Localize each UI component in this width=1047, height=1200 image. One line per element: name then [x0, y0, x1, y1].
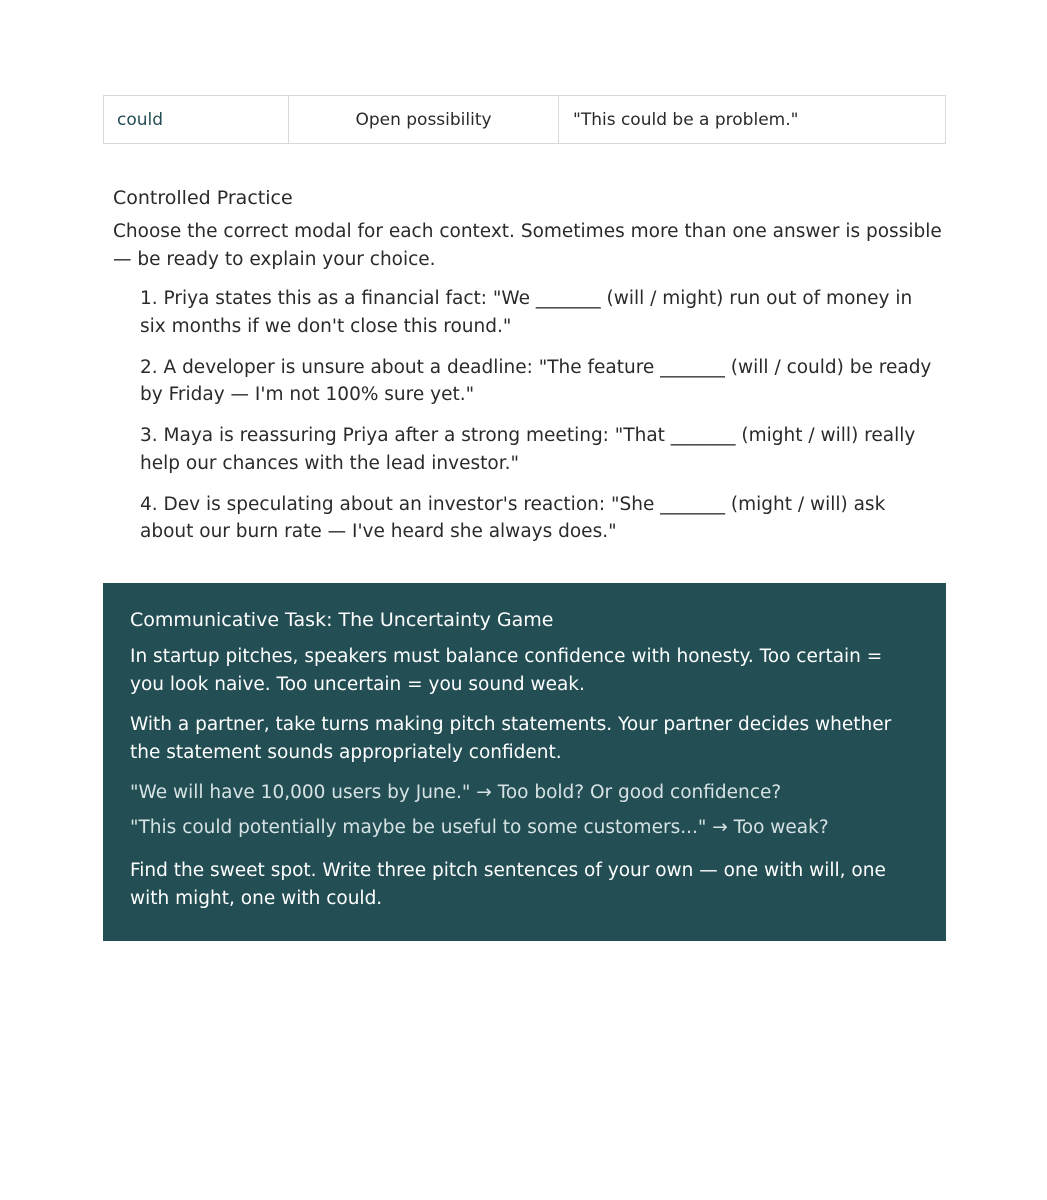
- practice-item-2: 2. A developer is unsure about a deadline: "The feature _______ (will / could) be ready by Friday — I'm not 100% sure yet.": [140, 356, 932, 405]
- practice-item-1: 1. Priya states this as a financial fact: "We _______ (will / might) run out of money in six months if we don't close this round.": [140, 288, 913, 337]
- practice-item-3: 3. Maya is reassuring Priya after a strong meeting: "That _______ (might / will) really help our chances with the lead investor.": [140, 425, 916, 474]
- task-paragraph-3: Find the sweet spot. Write three pitch sentences of your own — one with will, one with might, one with could.: [130, 860, 886, 909]
- communicative-task-box: [103, 583, 946, 941]
- practice-item-4: 4. Dev is speculating about an investor's reaction: "She _______ (might / will) ask about our burn rate — I've heard she always does.": [140, 493, 886, 542]
- practice-title: Controlled Practice: [113, 187, 293, 209]
- task-example-1: "We will have 10,000 users by June." → Too bold? Or good confidence?: [130, 782, 782, 803]
- modal-table-row: [103, 95, 946, 144]
- practice-intro: Choose the correct modal for each context. Sometimes more than one answer is possible — be ready to explain your choice.: [113, 221, 942, 270]
- task-paragraph-2: With a partner, take turns making pitch statements. Your partner decides whether the statement sounds appropriately confident.: [130, 714, 892, 763]
- task-paragraph-1: In startup pitches, speakers must balance confidence with honesty. Too certain = you look naive. Too uncertain = you sound weak.: [130, 646, 883, 695]
- practice-list: [113, 285, 943, 546]
- meaning-cell: Open possibility: [289, 96, 559, 143]
- task-example-2: "This could potentially maybe be useful to some customers..." → Too weak?: [130, 816, 829, 838]
- modal-cell: could: [104, 96, 289, 143]
- controlled-practice-section: [113, 184, 943, 559]
- task-title: Communicative Task: The Uncertainty Game: [130, 609, 554, 631]
- example-cell: "This could be a problem.": [573, 109, 799, 130]
